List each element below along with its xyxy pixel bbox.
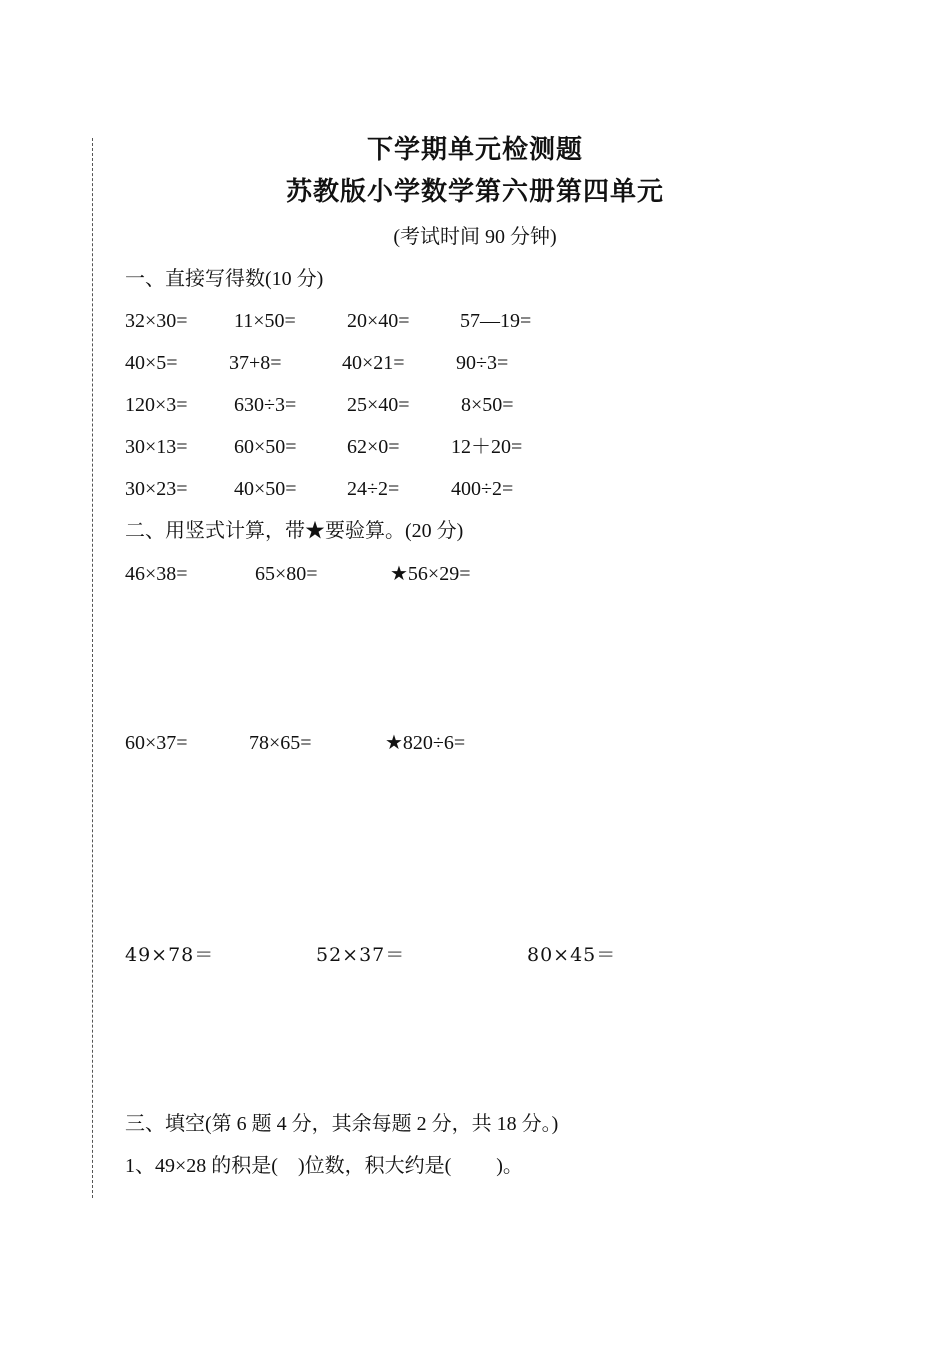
problem: 120×3= (125, 394, 188, 416)
problem: 25×40= (347, 394, 410, 416)
problem-with-check: ★56×29= (390, 563, 471, 585)
problem: 80×45＝ (527, 944, 617, 966)
problem: 60×37= (125, 732, 188, 754)
problem: 65×80= (255, 563, 318, 585)
problem: 52×37＝ (316, 944, 406, 966)
problem: 90÷3= (456, 352, 509, 374)
section1-heading: 一、直接写得数(10 分) (125, 268, 324, 290)
problem-with-check: ★820÷6= (385, 732, 466, 754)
problem: 20×40= (347, 310, 410, 332)
page-title: 下学期单元检测题 (366, 135, 583, 165)
problem: 32×30= (125, 310, 188, 332)
problem: 630÷3= (234, 394, 297, 416)
problem: 12＋20= (451, 436, 523, 458)
problem: 40×50= (234, 478, 297, 500)
section1-row (0, 434, 950, 460)
time-note: (考试时间 90 分钟) (393, 226, 557, 248)
section1-row (0, 350, 950, 376)
problem: 60×50= (234, 436, 297, 458)
problem: 8×50= (461, 394, 514, 416)
problem: 78×65= (249, 732, 312, 754)
problem: 11×50= (234, 310, 296, 332)
problem: 30×23= (125, 478, 188, 500)
section1-row (0, 476, 950, 502)
problem: 62×0= (347, 436, 400, 458)
problem: 24÷2= (347, 478, 400, 500)
section2-row (0, 730, 950, 756)
page-subtitle: 苏教版小学数学第六册第四单元 (285, 177, 664, 207)
section1-row (0, 392, 950, 418)
problem: 400÷2= (451, 478, 514, 500)
problem: 40×21= (342, 352, 405, 374)
problem: 37+8= (229, 352, 282, 374)
problem: 30×13= (125, 436, 188, 458)
problem: 46×38= (125, 563, 188, 585)
problem: 49×78＝ (125, 944, 215, 966)
question-1: 1、49×28 的积是( )位数，积大约是( )。 (125, 1155, 523, 1177)
problem: 40×5= (125, 352, 178, 374)
problem: 57—19= (460, 310, 532, 332)
section2-row (0, 561, 950, 587)
section2-row (0, 942, 950, 968)
section1-row (0, 308, 950, 334)
binding-margin-line (92, 138, 93, 1198)
section2-heading: 二、用竖式计算，带★要验算。(20 分) (125, 520, 464, 542)
section3-heading: 三、填空(第 6 题 4 分，其余每题 2 分，共 18 分。) (125, 1113, 559, 1135)
